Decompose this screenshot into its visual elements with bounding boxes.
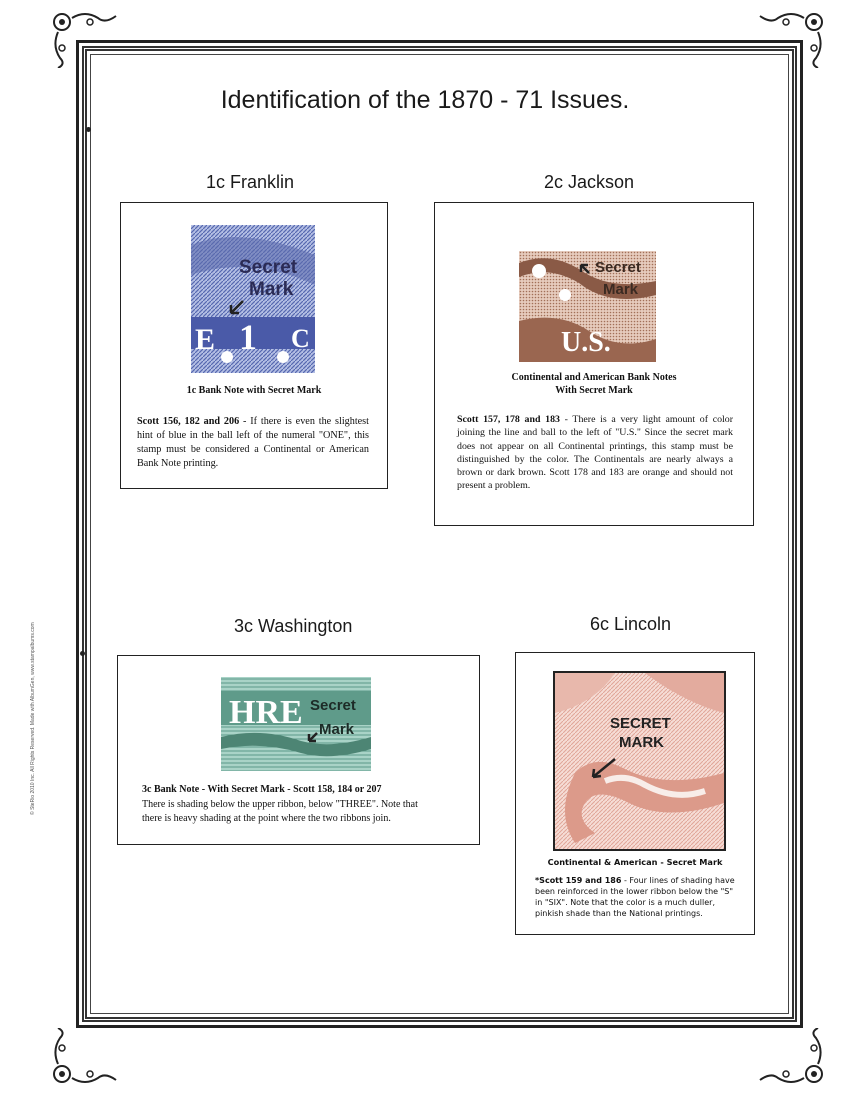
lincoln-description-text: - Four lines of shading have been reinforced in the lower ribbon below the "S" in "SIX". Note that the color is a much duller, pinkish shade than the National printings. (535, 876, 735, 918)
lincoln-scott-numbers: *Scott 159 and 186 (535, 876, 622, 885)
lincoln-stamp-image (555, 673, 724, 849)
franklin-caption: 1c Bank Note with Secret Mark (186, 385, 322, 396)
svg-text:HRE: HRE (229, 694, 303, 731)
franklin-description-box (120, 202, 388, 489)
franklin-description-text: - If there is even the slightest hint of blue in the ball left of the numeral "ONE", this stamp must be considered a Continental or American Bank Note printing. (137, 416, 369, 469)
lincoln-mark-label: MARK (619, 734, 664, 751)
heading-6c-lincoln: 6c Lincoln (590, 614, 672, 634)
franklin-secret-label: Secret (239, 257, 298, 278)
washington-mark-label: Mark (319, 721, 355, 738)
page-title: Identification of the 1870 - 71 Issues. (220, 86, 630, 114)
lincoln-secret-label: SECRET (610, 715, 671, 732)
jackson-scott-numbers: Scott 157, 178 and 183 (457, 414, 560, 425)
jackson-description-text: - There is a very light amount of color joining the line and ball to the left of "U.S." Since the secret mark does not appear on all Continental printings, this stamp must be distinguished by the color. The Continentals are nearly always a brown or dark brown. Scott 178 and 183 are orange and should not present a problem. (457, 414, 733, 492)
jackson-mark-label: Mark (603, 281, 639, 298)
lincoln-stamp-frame (553, 671, 726, 851)
svg-text:U.S.: U.S. (561, 327, 611, 358)
heading-3c-washington: 3c Washington (234, 616, 353, 636)
punch-mark (86, 127, 91, 132)
side-credit-text: © SteRio 2010 Inc. All Rights Reserved. Made with AlbumGen, www.stampalbums.com (30, 622, 36, 815)
corner-ornament-top-right-icon (748, 8, 826, 68)
franklin-mark-label: Mark (249, 279, 294, 300)
jackson-secret-label: Secret (595, 259, 641, 276)
heading-2c-jackson: 2c Jackson (544, 172, 635, 192)
franklin-scott-numbers: Scott 156, 182 and 206 (137, 416, 240, 427)
jackson-caption-line2: With Secret Mark (555, 385, 633, 396)
svg-text:E: E (195, 323, 216, 356)
jackson-description (457, 413, 733, 493)
corner-ornament-bottom-left-icon (50, 1028, 128, 1088)
lincoln-caption: Continental & American - Secret Mark (547, 857, 723, 867)
corner-ornament-bottom-right-icon (748, 1028, 826, 1088)
washington-secret-label: Secret (310, 697, 356, 714)
franklin-description (137, 415, 369, 471)
svg-text:1: 1 (239, 317, 257, 357)
jackson-caption (435, 371, 753, 397)
corner-ornament-top-left-icon (50, 8, 128, 68)
washington-description: There is shading below the upper ribbon, below "THREE". Note that there is heavy shading at the point where the two ribbons join. (142, 799, 418, 824)
lincoln-description-box (515, 652, 755, 935)
lincoln-description (535, 875, 741, 919)
svg-text:C: C (291, 324, 310, 353)
washington-description-box (117, 655, 480, 845)
washington-caption: 3c Bank Note - With Secret Mark - Scott 158, 184 or 207 (142, 784, 382, 795)
punch-mark (80, 651, 85, 656)
jackson-caption-line1: Continental and American Bank Notes (511, 372, 677, 383)
jackson-description-box (434, 202, 754, 526)
heading-1c-franklin: 1c Franklin (206, 172, 295, 192)
